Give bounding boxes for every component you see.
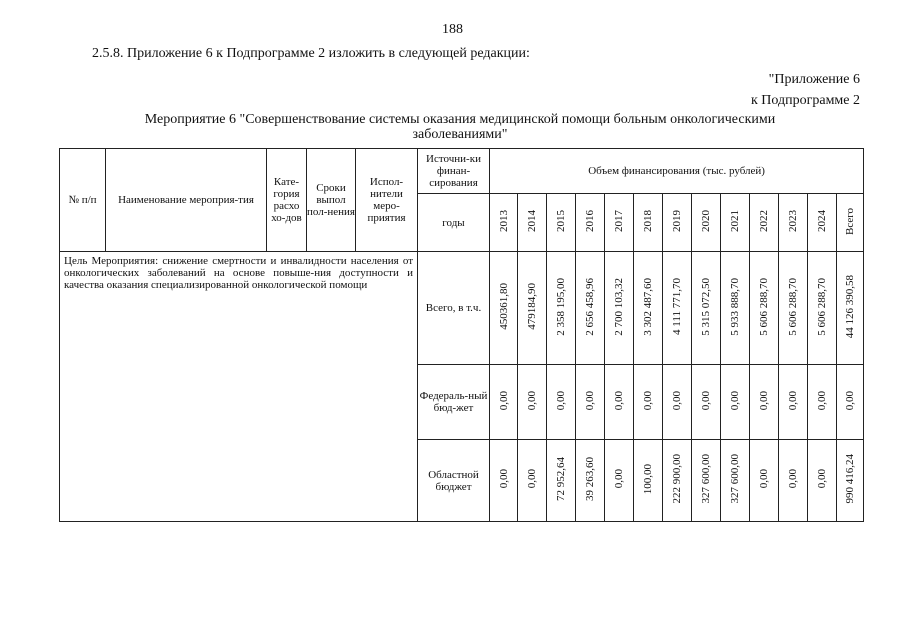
year-header-total: Всего (837, 194, 864, 252)
value-cell: 100,00 (634, 440, 663, 522)
value-cell: 5 933 888,70 (721, 252, 750, 365)
value-cell: 0,00 (576, 365, 605, 440)
value-cell: 0,00 (808, 365, 837, 440)
page-number: 188 (442, 22, 463, 37)
years-label: годы (418, 194, 490, 252)
value-cell-total: 0,00 (837, 365, 864, 440)
value-cell: 5 315 072,50 (692, 252, 721, 365)
value-cell: 0,00 (808, 440, 837, 522)
value-cell: 0,00 (605, 365, 634, 440)
value-cell: 0,00 (634, 365, 663, 440)
year-header: 2024 (808, 194, 837, 252)
value-cell: 327 600,00 (692, 440, 721, 522)
value-cell: 0,00 (721, 365, 750, 440)
value-cell: 0,00 (779, 440, 808, 522)
header-row (60, 149, 864, 194)
value-cell: 0,00 (518, 440, 547, 522)
col-header-sources: Источни-ки финан-сирования (418, 149, 490, 194)
value-cell: 0,00 (750, 440, 779, 522)
value-cell-total: 990 416,24 (837, 440, 864, 522)
year-header: 2018 (634, 194, 663, 252)
value-cell: 0,00 (779, 365, 808, 440)
value-cell: 327 600,00 (721, 440, 750, 522)
col-header-terms: Сроки выпол пол-нения (307, 149, 356, 252)
value-cell: 0,00 (490, 365, 518, 440)
year-header: 2014 (518, 194, 547, 252)
value-cell: 479184,90 (518, 252, 547, 365)
financing-table (59, 148, 864, 522)
value-cell: 222 900,00 (663, 440, 692, 522)
appendix-subprogram: к Подпрограмме 2 (750, 93, 860, 108)
value-cell: 4 111 771,70 (663, 252, 692, 365)
value-cell-total: 44 126 390,58 (837, 252, 864, 365)
measure-title-line2: заболеваниями" (412, 127, 508, 142)
year-header: 2022 (750, 194, 779, 252)
value-cell: 72 952,64 (547, 440, 576, 522)
value-cell: 5 606 288,70 (750, 252, 779, 365)
value-cell: 0,00 (547, 365, 576, 440)
value-cell: 0,00 (605, 440, 634, 522)
value-cell: 2 700 103,32 (605, 252, 634, 365)
intro-paragraph: 2.5.8. Приложение 6 к Подпрограмме 2 изложить в следующей редакции: (92, 46, 530, 61)
value-cell: 5 606 288,70 (779, 252, 808, 365)
appendix-label: "Приложение 6 (768, 72, 860, 87)
year-header: 2023 (779, 194, 808, 252)
value-cell: 2 358 195,00 (547, 252, 576, 365)
year-header: 2021 (721, 194, 750, 252)
source-label: Всего, в т.ч. (418, 252, 490, 365)
value-cell: 2 656 458,96 (576, 252, 605, 365)
col-header-executors: Испол-нители меро-приятия (356, 149, 418, 252)
col-header-num: № п/п (60, 149, 106, 252)
value-cell: 0,00 (663, 365, 692, 440)
value-cell: 0,00 (490, 440, 518, 522)
value-cell: 3 302 487,60 (634, 252, 663, 365)
year-header: 2017 (605, 194, 634, 252)
col-header-volume: Объем финансирования (тыс. рублей) (490, 149, 864, 194)
value-cell: 39 263,60 (576, 440, 605, 522)
value-cell: 0,00 (750, 365, 779, 440)
value-cell: 450361,80 (490, 252, 518, 365)
source-label: Областной бюджет (418, 440, 490, 522)
table-row (60, 252, 864, 365)
value-cell: 0,00 (692, 365, 721, 440)
value-cell: 0,00 (518, 365, 547, 440)
value-cell: 5 606 288,70 (808, 252, 837, 365)
col-header-name: Наименование мероприя-тия (106, 149, 267, 252)
year-header: 2013 (490, 194, 518, 252)
year-header: 2015 (547, 194, 576, 252)
year-header: 2019 (663, 194, 692, 252)
measure-title-line1: Мероприятие 6 "Совершенствование системы оказания медицинской помощи больным онкологическими (144, 112, 776, 127)
measure-title (100, 112, 820, 142)
year-header: 2020 (692, 194, 721, 252)
source-label: Федераль-ный бюд-жет (418, 365, 490, 440)
year-header: 2016 (576, 194, 605, 252)
goal-cell: Цель Мероприятия: снижение смертности и инвалидности населения от онкологических заболеваний на основе повыше-ния доступности и качества оказания специализированной онкологической помощи (60, 252, 418, 522)
col-header-category: Кате-гория расхо хо-дов (267, 149, 307, 252)
